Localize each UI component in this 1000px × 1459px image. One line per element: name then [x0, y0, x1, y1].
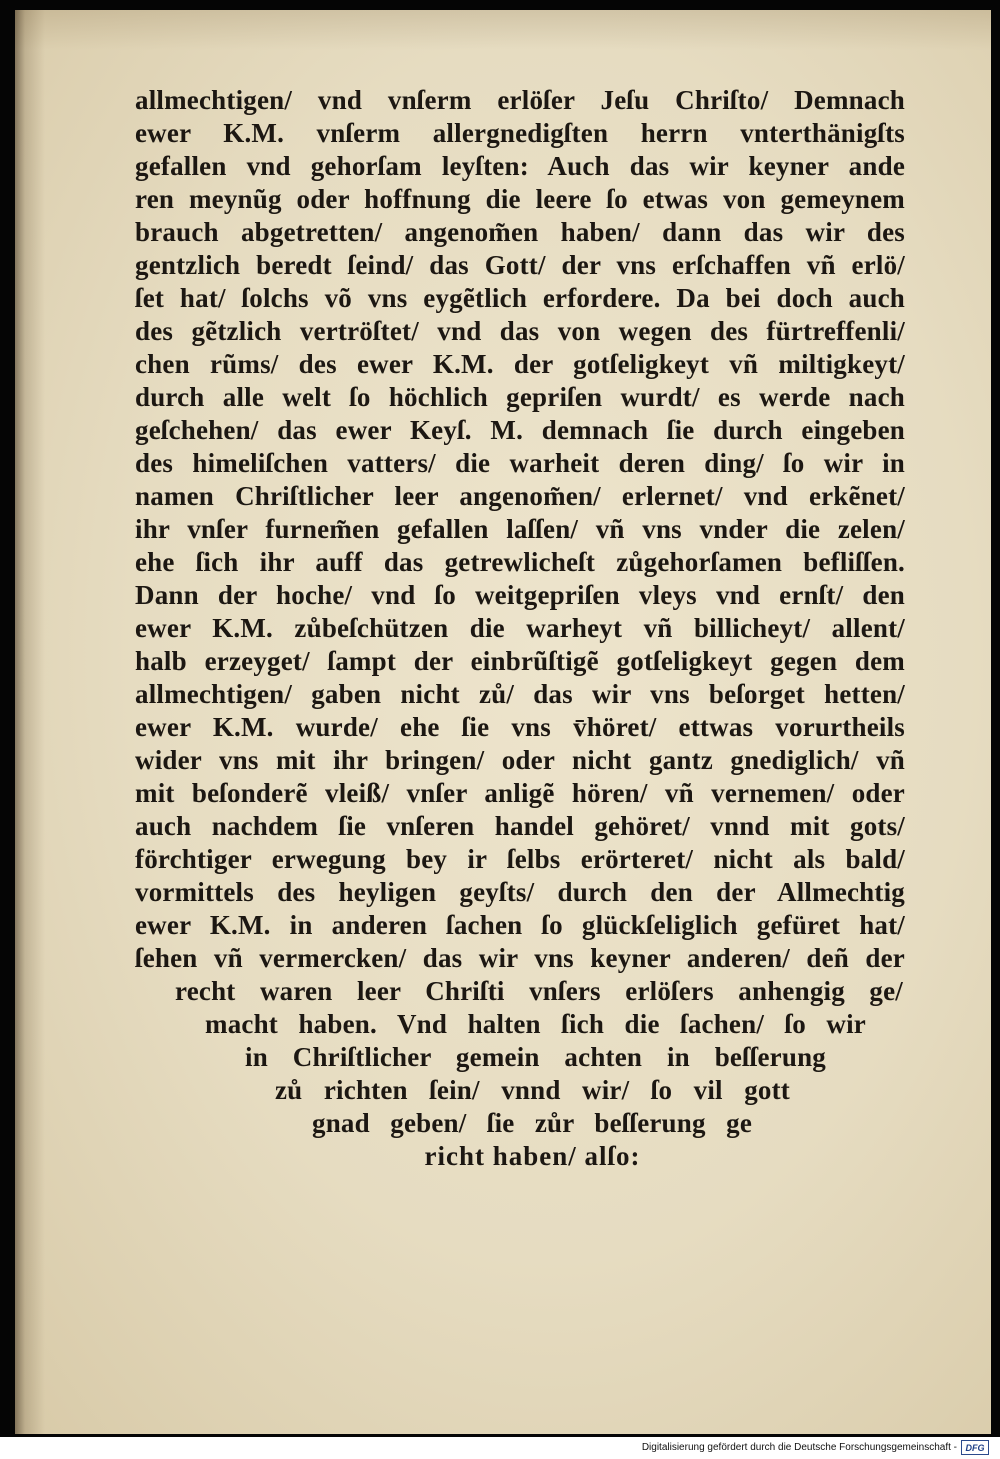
- text-line: allmechtigen/ vnd vnſerm erlöſer Jeſu Chriſto/ Demnach: [135, 85, 905, 115]
- dfg-logo: DFG: [961, 1440, 989, 1455]
- text-line: gentzlich beredt ſeind/ das Gott/ der vns erſchaffen vñ erlö/: [135, 250, 905, 280]
- text-line: chen rũms/ des ewer K.M. der gotſeligkeyt vñ miltigkeyt/: [135, 349, 905, 379]
- text-line: wider vns mit ihr bringen/ oder nicht gantz gnediglich/ vñ: [135, 745, 905, 775]
- text-line: halb erzeyget/ ſampt der einbrũſtigẽ gotſeligkeyt gegen dem: [135, 646, 905, 676]
- funding-credit: Digitalisierung gefördert durch die Deutsche Forschungsgemeinschaft -: [641, 1442, 957, 1453]
- closing-text-line: in Chriſtlicher gemein achten in beſſerung: [245, 1042, 826, 1072]
- text-line: ehe ſich ihr auff das getrewlicheſt zůgehorſamen befliſſen.: [135, 547, 905, 577]
- text-line: namen Chriſtlicher leer angenom̃en/ erlernet/ vnd erkẽnet/: [135, 481, 905, 511]
- text-line: Dann der hoche/ vnd ſo weitgepriſen vleys vnd ernſt/ den: [135, 580, 905, 610]
- document-page: [15, 10, 991, 1434]
- text-line: ewer K.M. in anderen ſachen ſo glückſeliglich gefüret hat/: [135, 910, 905, 940]
- text-line: geſchehen/ das ewer Keyſ. M. demnach ſie durch eingeben: [135, 415, 905, 445]
- text-line: ren meynũg oder hoffnung die leere ſo etwas von gemeynem: [135, 184, 905, 214]
- text-line: des gẽtzlich vertröſtet/ vnd das von wegen des fürtreffenli/: [135, 316, 905, 346]
- digitization-footer: [0, 1437, 1000, 1459]
- text-line: auch nachdem ſie vnſeren handel gehöret/ vnnd mit gots/: [135, 811, 905, 841]
- text-line: durch alle welt ſo höchlich gepriſen wurdt/ es werde nach: [135, 382, 905, 412]
- text-line: ihr vnſer furnem̃en gefallen laſſen/ vñ vns vnder die zelen/: [135, 514, 905, 544]
- closing-text-line: gnad geben/ ſie zůr beſſerung ge: [312, 1108, 752, 1138]
- text-line: ſet hat/ ſolchs võ vns eygẽtlich erfordere. Da bei doch auch: [135, 283, 905, 313]
- closing-text-line: recht waren leer Chriſti vnſers erlöſers anhengig ge/: [175, 976, 903, 1006]
- text-line: mit beſonderẽ vleiß/ vnſer anligẽ hören/ vñ vernemen/ oder: [135, 778, 905, 808]
- text-line: allmechtigen/ gaben nicht zů/ das wir vns beſorget hetten/: [135, 679, 905, 709]
- text-line: ſehen vñ vermercken/ das wir vns keyner anderen/ deñ der: [135, 943, 905, 973]
- closing-text-line: richt haben/ alſo:: [424, 1141, 641, 1171]
- closing-text-line: macht haben. Vnd halten ſich die ſachen/ ſo wir: [205, 1009, 866, 1039]
- text-line: brauch abgetretten/ angenom̃en haben/ dann das wir des: [135, 217, 905, 247]
- text-line: ewer K.M. zůbeſchützen die warheyt vñ billicheyt/ allent/: [135, 613, 905, 643]
- text-line: gefallen vnd gehorſam leyſten: Auch das wir keyner ande: [135, 151, 905, 181]
- text-line: förchtiger erwegung bey ir ſelbs erörteret/ nicht als bald/: [135, 844, 905, 874]
- text-line: ewer K.M. vnſerm allergnedigſten herrn vnterthänigſts: [135, 118, 905, 148]
- text-line: vormittels des heyligen geyſts/ durch den der Allmechtig: [135, 877, 905, 907]
- body-text: [135, 84, 905, 1173]
- closing-text-line: zů richten ſein/ vnnd wir/ ſo vil gott: [275, 1075, 790, 1105]
- text-line: ewer K.M. wurde/ ehe ſie vns v̄höret/ ettwas vorurtheils: [135, 712, 905, 742]
- text-line: des himeliſchen vatters/ die warheit deren ding/ ſo wir in: [135, 448, 905, 478]
